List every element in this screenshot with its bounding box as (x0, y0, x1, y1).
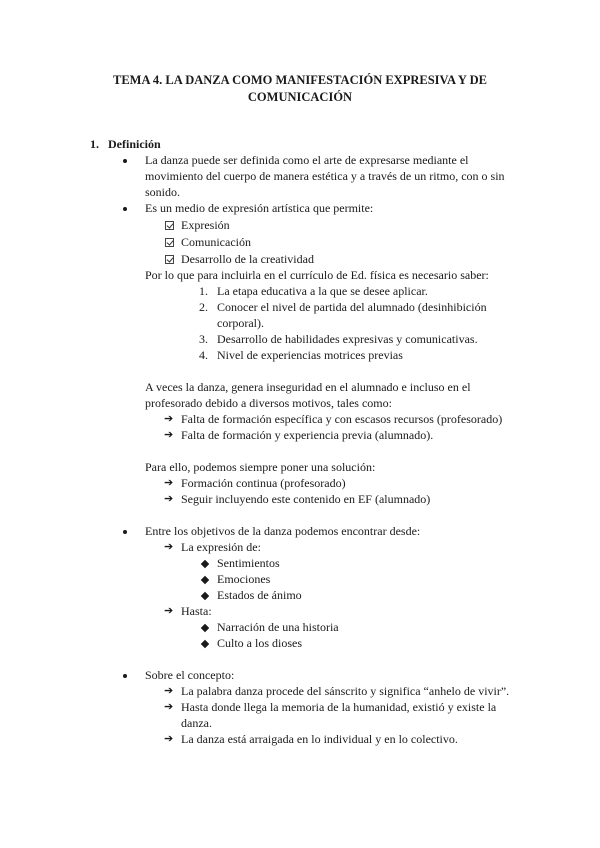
diamond-item: Sentimientos (217, 556, 280, 570)
list-item: La etapa educativa a la que se desee aplicar. (217, 284, 428, 298)
bullet-icon (123, 674, 127, 678)
checklist-item: Expresión (181, 218, 230, 232)
arrow-item: Seguir incluyendo este contenido en EF (alumnado) (181, 492, 431, 506)
diamond-bullet-icon (201, 640, 209, 648)
arrow-item: La palabra danza procede del sánscrito y significa “anhelo de vivir”. (181, 684, 510, 698)
section-heading: Definición (108, 137, 161, 151)
diamond-item: Narración de una historia (217, 620, 339, 634)
definition-line: La danza puede ser definida como el arte de expresarse mediante el (145, 153, 469, 167)
arrow-icon: ➔ (164, 733, 174, 745)
arrow-item: danza. (181, 716, 212, 730)
arrow-icon: ➔ (164, 605, 174, 617)
arrow-item: Hasta donde llega la memoria de la humanidad, existió y existe la (181, 700, 497, 714)
medium-intro: Es un medio de expresión artística que permite: (145, 201, 374, 215)
arrow-icon: ➔ (164, 477, 174, 489)
paragraph-line: A veces la danza, genera inseguridad en el alumnado e incluso en el (145, 380, 471, 394)
section-number: 1. (90, 137, 99, 151)
checkbox-icon (165, 221, 174, 230)
arrow-item: Falta de formación y experiencia previa (alumnado). (181, 428, 434, 442)
diamond-bullet-icon (201, 592, 209, 600)
bullet-icon (123, 207, 127, 211)
definition-line: movimiento del cuerpo de manera estética y a través de un ritmo, con o sin (145, 169, 505, 183)
arrow-icon: ➔ (164, 413, 174, 425)
diamond-bullet-icon (201, 576, 209, 584)
arrow-item: Falta de formación específica y con escasos recursos (profesorado) (181, 412, 503, 426)
definition-line: sonido. (145, 185, 181, 199)
paragraph-line: profesorado debido a diversos motivos, tales como: (145, 396, 392, 410)
list-number: 4. (199, 348, 208, 362)
list-item: Desarrollo de habilidades expresivas y comunicativas. (217, 332, 478, 346)
arrow-item: Hasta: (181, 604, 212, 618)
checklist-item: Desarrollo de la creatividad (181, 252, 314, 266)
paragraph-line: Para ello, podemos siempre poner una solución: (145, 460, 376, 474)
curriculum-intro: Por lo que para incluirla en el currículo de Ed. física es necesario saber: (145, 268, 489, 282)
list-number: 2. (199, 300, 208, 314)
list-number: 3. (199, 332, 208, 346)
arrow-item: La expresión de: (181, 540, 261, 554)
bullet-icon (123, 530, 127, 534)
diamond-bullet-icon (201, 560, 209, 568)
arrow-icon: ➔ (164, 685, 174, 697)
list-item: Conocer el nivel de partida del alumnado (desinhibición (217, 300, 487, 314)
arrow-item: Formación continua (profesorado) (181, 476, 346, 490)
checkbox-icon (165, 255, 174, 264)
checkbox-icon (165, 238, 174, 247)
list-number: 1. (199, 284, 208, 298)
bullet-icon (123, 159, 127, 163)
diamond-item: Emociones (217, 572, 271, 586)
arrow-icon: ➔ (164, 541, 174, 553)
checklist-item: Comunicación (181, 235, 251, 249)
diamond-item: Culto a los dioses (217, 636, 303, 650)
document-title: TEMA 4. LA DANZA COMO MANIFESTACIÓN EXPRESIVA Y DE COMUNICACIÓN (112, 73, 487, 104)
arrow-icon: ➔ (164, 493, 174, 505)
diamond-bullet-icon (201, 624, 209, 632)
arrow-item: La danza está arraigada en lo individual y en lo colectivo. (181, 732, 458, 746)
diamond-item: Estados de ánimo (217, 588, 302, 602)
list-item: Nivel de experiencias motrices previas (217, 348, 403, 362)
concept-intro: Sobre el concepto: (145, 668, 235, 682)
arrow-icon: ➔ (164, 701, 174, 713)
list-item: corporal). (217, 316, 264, 330)
objectives-intro: Entre los objetivos de la danza podemos encontrar desde: (145, 524, 421, 538)
arrow-icon: ➔ (164, 429, 174, 441)
